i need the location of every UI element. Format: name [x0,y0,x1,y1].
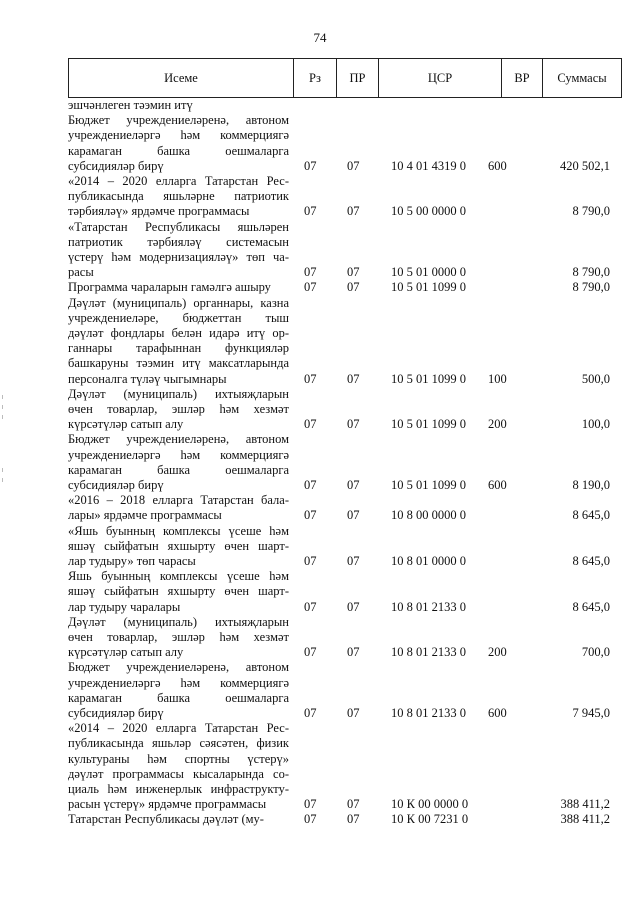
row-description [68,387,289,433]
amount: 388 411,2 [560,812,610,827]
code-rz: 07 [304,417,317,432]
code-pr: 07 [347,797,360,812]
row-description-line: башкаруны тәэмин итү максатларында [68,356,289,371]
code-vr: 200 [488,417,507,432]
row-description-line: эшчәнлеген тәэмин итү [68,98,193,112]
row-description-line: яшәү сыйфатын яхшырту өчен шарт- [68,584,289,599]
amount: 700,0 [581,645,610,660]
code-csr: 10 5 01 0000 0 [391,265,466,280]
row-description-line: персоналга түләү чыгымнары [68,371,227,386]
code-rz: 07 [304,508,317,523]
code-rz: 07 [304,645,317,660]
page-number: 74 [313,30,327,45]
amount: 388 411,2 [560,797,610,812]
code-csr: 10 5 01 1099 0 [391,280,466,295]
code-rz: 07 [304,812,317,827]
code-csr: 10 8 00 0000 0 [391,508,466,523]
amount: 7 945,0 [572,705,610,720]
code-csr: 10 8 01 2133 0 [391,705,466,720]
row-description-line: «2014 – 2020 елларга Татарстан Рес- [68,721,289,736]
row-description-line: субсидияләр бирү [68,158,164,173]
header-rz: Рз [294,59,337,97]
amount: 420 502,1 [560,158,610,173]
row-description [68,615,289,661]
row-description-line: публикасында яшьләрне патриотик [68,189,289,204]
row-description-line: субсидияләр бирү [68,705,164,720]
table-row [68,721,620,812]
amount: 8 790,0 [572,204,610,219]
row-description [68,812,289,827]
code-pr: 07 [347,705,360,720]
row-description-line: Бюджет учреждениеләренә, автоном [68,660,289,675]
code-csr: 10 К 00 0000 0 [391,797,469,812]
table-row [68,493,620,523]
amount: 8 790,0 [572,265,610,280]
row-description [68,524,289,570]
row-description [68,113,289,174]
margin-mark [2,405,3,409]
row-description-line: үстерү һәм модернизацияләү» төп ча- [68,249,289,264]
code-rz: 07 [304,705,317,720]
row-description-line: тәрбияләү» ярдәмче программасы [68,204,250,219]
row-description [68,569,289,615]
row-description-line: өчен товарлар, эшләр һәм хезмәт [68,629,289,644]
code-pr: 07 [347,477,360,492]
row-description [68,432,289,493]
row-description-line: «Яшь буынның комплексы үсеше һәм [68,523,289,538]
row-description-line: Программа чараларын гамәлгә ашыру [68,280,271,295]
code-vr: 600 [488,158,507,173]
amount: 8 645,0 [572,508,610,523]
row-description-line: культураны һәм спортны үстерү» [68,751,289,766]
row-description-line: учреждениеләре, бюджеттан тыш [68,310,289,325]
row-description [68,174,289,220]
code-pr: 07 [347,812,360,827]
code-pr: 07 [347,508,360,523]
table-row [68,387,620,433]
row-description [68,493,289,523]
table-row [68,812,620,827]
margin-mark [2,395,3,399]
code-csr: 10 5 01 1099 0 [391,477,466,492]
margin-mark [2,415,3,419]
row-description-line: Дәүләт (муниципаль) ихтыяҗларын [68,614,289,629]
code-rz: 07 [304,158,317,173]
amount: 8 645,0 [572,553,610,568]
code-rz: 07 [304,797,317,812]
code-csr: 10 5 01 1099 0 [391,417,466,432]
table-row [68,524,620,570]
code-csr: 10 5 01 1099 0 [391,371,466,386]
row-description-line: «2016 – 2018 елларга Татарстан бала- [68,493,289,508]
row-description-line: күрсәтүләр сатып алу [68,417,184,432]
code-pr: 07 [347,599,360,614]
row-description-line: лары» ярдәмче программасы [68,508,222,523]
row-description-line: учреждениеләргә һәм коммерциягә [68,128,289,143]
code-csr: 10 8 01 0000 0 [391,553,466,568]
row-description-line: Бюджет учреждениеләренә, автоном [68,113,289,128]
row-description [68,98,289,113]
code-pr: 07 [347,265,360,280]
row-description-line: яшәү сыйфатын яхшырту өчен шарт- [68,538,289,553]
table-row [68,296,620,387]
code-rz: 07 [304,265,317,280]
amount: 8 190,0 [572,477,610,492]
code-vr: 100 [488,371,507,386]
row-description-line: карамаган башка оешмаларга [68,690,289,705]
row-description [68,220,289,281]
row-description-line: дәүләт фондлары белән идарә итү ор- [68,325,289,340]
row-description-line: дәүләт программасы кысаларында со- [68,766,289,781]
amount: 100,0 [581,417,610,432]
row-description-line: күрсәтүләр сатып алу [68,645,184,660]
code-rz: 07 [304,599,317,614]
row-description-line: патриотик тәрбияләү системасын [68,234,289,249]
code-pr: 07 [347,417,360,432]
table-row [68,660,620,721]
row-description [68,280,289,295]
row-description-line: карамаган башка оешмаларга [68,462,289,477]
code-pr: 07 [347,553,360,568]
code-rz: 07 [304,553,317,568]
code-vr: 600 [488,705,507,720]
table-row [68,569,620,615]
code-rz: 07 [304,477,317,492]
code-csr: 10 К 00 7231 0 [391,812,469,827]
amount: 500,0 [581,371,610,386]
code-rz: 07 [304,371,317,386]
row-description-line: «Татарстан Республикасы яшьләрен [68,219,289,234]
row-description-line: лар тудыру» төп чарасы [68,553,196,568]
code-pr: 07 [347,645,360,660]
table-header [68,58,622,98]
row-description-line: расын үстерү» ярдәмче программасы [68,797,267,812]
table-row [68,174,620,220]
amount: 8 790,0 [572,280,610,295]
table-row [68,280,620,295]
table-row [68,615,620,661]
code-pr: 07 [347,158,360,173]
row-description-line: Яшь буынның комплексы үсеше һәм [68,569,289,584]
row-description-line: учреждениеләргә һәм коммерциягә [68,675,289,690]
header-sum: Суммасы [557,70,607,85]
row-description-line: публикасында яшьләр сәясәтен, физик [68,736,289,751]
code-csr: 10 8 01 2133 0 [391,599,466,614]
row-description-line: субсидияләр бирү [68,477,164,492]
row-description-line: өчен товарлар, эшләр һәм хезмәт [68,401,289,416]
row-description [68,296,289,387]
code-pr: 07 [347,280,360,295]
row-description-line: Дәүләт (муниципаль) органнары, казна [68,295,289,310]
table-row [68,113,620,174]
code-rz: 07 [304,204,317,219]
code-pr: 07 [347,371,360,386]
table-row [68,220,620,281]
row-description-line: Бюджет учреждениеләренә, автоном [68,432,289,447]
row-description-line: циаль һәм инженерлык инфраструкту- [68,781,289,796]
table-row [68,98,620,113]
margin-mark [2,468,3,472]
row-description [68,660,289,721]
code-rz: 07 [304,280,317,295]
margin-mark [2,478,3,482]
table-row [68,432,620,493]
code-csr: 10 8 01 2133 0 [391,645,466,660]
header-pr: ПР [337,59,379,97]
amount: 8 645,0 [572,599,610,614]
row-description-line: ганнары тарафыннан функцияләр [68,341,289,356]
code-pr: 07 [347,204,360,219]
row-description-line: лар тудыру чаралары [68,599,181,614]
code-csr: 10 5 00 0000 0 [391,204,466,219]
row-description-line: Татарстан Республикасы дәүләт (му- [68,812,264,827]
header-csr: ЦСР [379,59,502,97]
row-description [68,721,289,812]
header-name: Исеме [69,59,294,97]
row-description-line: учреждениеләргә һәм коммерциягә [68,447,289,462]
code-csr: 10 4 01 4319 0 [391,158,466,173]
code-vr: 200 [488,645,507,660]
row-description-line: «2014 – 2020 елларга Татарстан Рес- [68,174,289,188]
row-description-line: Дәүләт (муниципаль) ихтыяҗларын [68,386,289,401]
header-vr: ВР [502,59,543,97]
code-vr: 600 [488,477,507,492]
row-description-line: карамаган башка оешмаларга [68,143,289,158]
row-description-line: расы [68,265,94,280]
